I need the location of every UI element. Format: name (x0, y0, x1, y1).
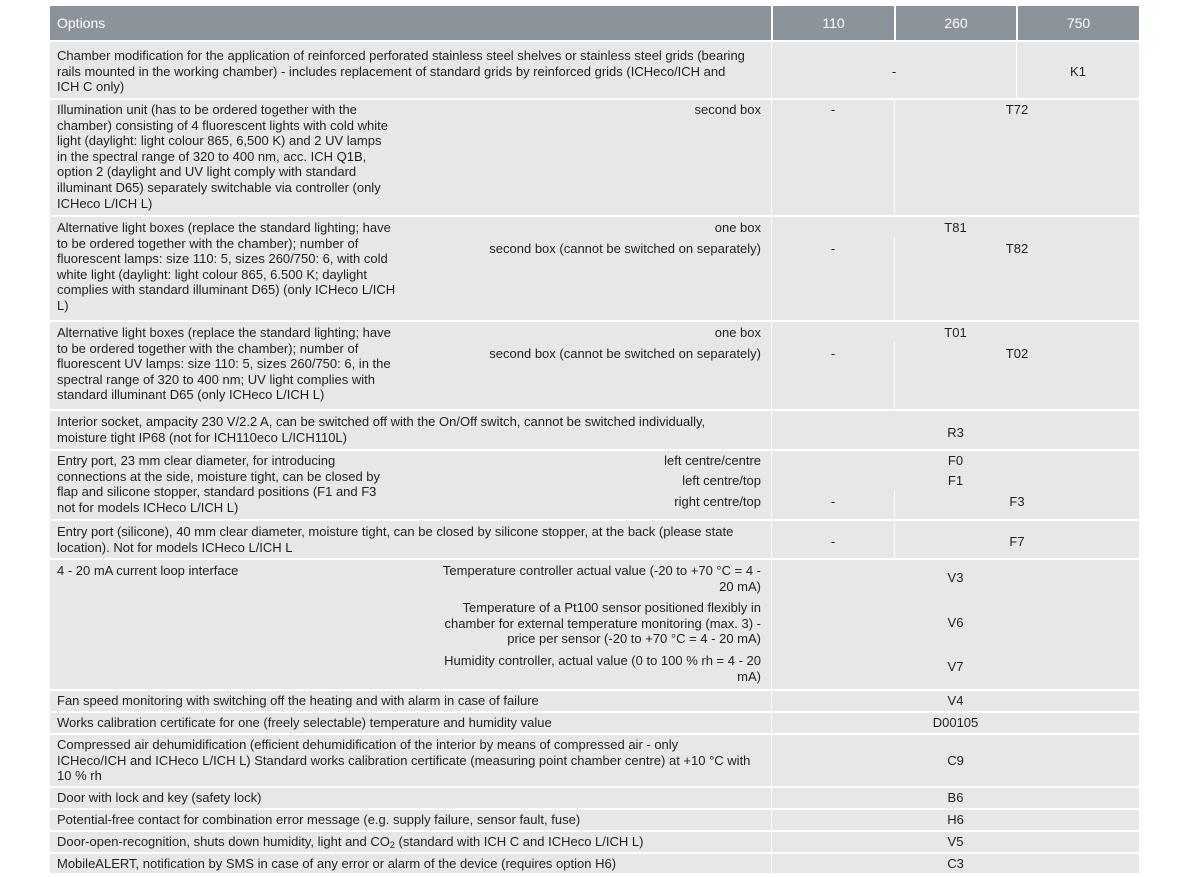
option-description: Potential-free contact for combination error message (e.g. supply failure, sensor fault, fuse) (57, 812, 581, 827)
description-text: (standard with ICH C and ICHeco L/ICH L) (394, 834, 644, 849)
option-code: K1 (1070, 64, 1086, 79)
option-code: T72 (1005, 102, 1029, 117)
option-description: Interior socket, ampacity 230 V/2.2 A, can be switched off with the On/Off switch, cannot be switched individually, moisture tight IP68 (not for ICH110eco L/ICH110L) (57, 414, 706, 445)
table-row (50, 830, 1139, 852)
subscript-2: 2 (389, 840, 395, 850)
option-code: H6 (947, 812, 964, 827)
option-code: C3 (947, 856, 964, 871)
option-description: Door with lock and key (safety lock) (57, 790, 262, 805)
table-row (50, 733, 1139, 786)
header-size-260: 260 (944, 15, 968, 31)
option-description: Works calibration certificate for one (freely selectable) temperature and humidity value (57, 715, 552, 730)
option-code: V3 (947, 570, 964, 585)
option-code: V5 (947, 834, 964, 849)
option-code: F0 (947, 453, 964, 468)
option-unavailable: - (830, 494, 836, 509)
header-options: Options (57, 15, 106, 31)
option-code: R3 (947, 425, 964, 440)
option-code: F7 (1009, 534, 1025, 549)
table-row (50, 689, 1139, 711)
header-size-750: 750 (1066, 15, 1091, 31)
table-row (50, 449, 1139, 519)
option-description: Compressed air dehumidification (efficient dehumidification of the interior by means of compressed air - only ICHeco/ICH and ICHeco L/ICH L) Standard works calibration certificate (measuring point chamber centre) at +10 °C with 10 % rh (57, 737, 751, 784)
option-variant: second box (cannot be switched on separately) (489, 241, 761, 256)
option-variant: left centre/top (682, 473, 761, 488)
table-row (50, 98, 1139, 215)
option-unavailable: - (830, 346, 836, 361)
option-description: Illumination unit (has to be ordered together with the chamber) consisting of 4 fluorescent lights with cold white light (daylight: light colour 865, 6,500 K) and 2 UV lamps in the spectral range of 320 to 400 nm, acc. ICH Q1B, option 2 (daylight and UV light comply with standard illuminant D65) separately switchable via controller (only ICHeco L/ICH L) (57, 102, 388, 211)
option-code: T01 (944, 325, 967, 340)
option-description: Entry port, 23 mm clear diameter, for introducing connections at the side, moisture tight, can be closed by flap and silicone stopper, standard positions (F1 and F3 not for models ICHeco L/ICH L) (57, 453, 381, 515)
option-code: D00105 (932, 715, 979, 730)
option-code: C9 (947, 753, 964, 768)
option-variant: second box (cannot be switched on separately) (489, 346, 761, 361)
option-code: B6 (947, 790, 964, 805)
option-code: F1 (947, 473, 964, 488)
option-variant: Temperature controller actual value (-20 to +70 °C = 4 - 20 mA) (442, 563, 761, 594)
option-code: T82 (1005, 241, 1029, 256)
table-row (50, 519, 1139, 558)
option-unavailable: - (830, 241, 836, 256)
option-variant: Temperature of a Pt100 sensor positioned flexibly in chamber for external temperature monitoring (max. 3) - price per sensor (-20 to +70 °C = 4 - 20 mA) (444, 600, 761, 647)
option-description (57, 834, 767, 850)
option-description: Alternative light boxes (replace the standard lighting; have to be ordered together with the chamber); number of fluorescent UV lamps: size 110: 5, sizes 260/750: 6, in the spectral range of 320 to 400 nm; UV light complies with standard illuminant D65 (only ICHeco L/ICH L) (57, 325, 391, 403)
option-variant: Humidity controller, actual value (0 to 100 % rh = 4 - 20 mA) (444, 653, 761, 684)
option-code: F3 (1009, 494, 1025, 509)
option-unavailable: - (891, 64, 897, 79)
table-row (50, 808, 1139, 830)
table-row (50, 852, 1139, 873)
option-code: T81 (944, 220, 967, 235)
table-row (50, 40, 1139, 98)
table-row (50, 711, 1139, 733)
option-description: Chamber modification for the application of reinforced perforated stainless steel shelves or stainless steel grids (bearing rails mounted in the working chamber) - includes replacement of standard grids by reinforced grids (ICHeco/ICH and ICH C only) (57, 48, 745, 95)
option-variant: one box (714, 325, 761, 340)
description-text: Door-open-recognition, shuts down humidity, light and CO (57, 834, 390, 849)
option-description: Alternative light boxes (replace the standard lighting; have to be ordered together with the chamber); number of fluorescent lamps: size 110: 5, sizes 260/750: 6, with cold white light (daylight: light colour 865, 6.500 K; daylight complies with standard illuminant D65) (only ICHeco L/ICH L) (57, 220, 396, 313)
table-header (50, 6, 1139, 40)
option-description: 4 - 20 mA current loop interface (57, 563, 239, 578)
option-description: MobileALERT, notification by SMS in case of any error or alarm of the device (requires option H6) (57, 856, 617, 871)
header-size-110: 110 (822, 15, 845, 31)
option-description: Entry port (silicone), 40 mm clear diameter, moisture tight, can be closed by silicone stopper, at the back (please state location). Not for models ICHeco L/ICH L (57, 524, 734, 555)
option-description: Fan speed monitoring with switching off the heating and with alarm in case of failure (57, 693, 539, 708)
option-variant: left centre/centre (664, 453, 761, 468)
option-variant: one box (714, 220, 761, 235)
option-code: V7 (947, 659, 964, 674)
table-row (50, 558, 1139, 689)
option-code: T02 (1005, 346, 1029, 361)
table-row (50, 409, 1139, 449)
option-unavailable: - (830, 534, 836, 549)
option-unavailable: - (830, 102, 836, 117)
option-variant: right centre/top (674, 494, 761, 509)
option-variant: second box (694, 102, 761, 117)
table-row (50, 320, 1139, 409)
option-code: V6 (947, 615, 964, 630)
option-code: V4 (947, 693, 964, 708)
table-row (50, 215, 1139, 320)
table-row (50, 786, 1139, 808)
